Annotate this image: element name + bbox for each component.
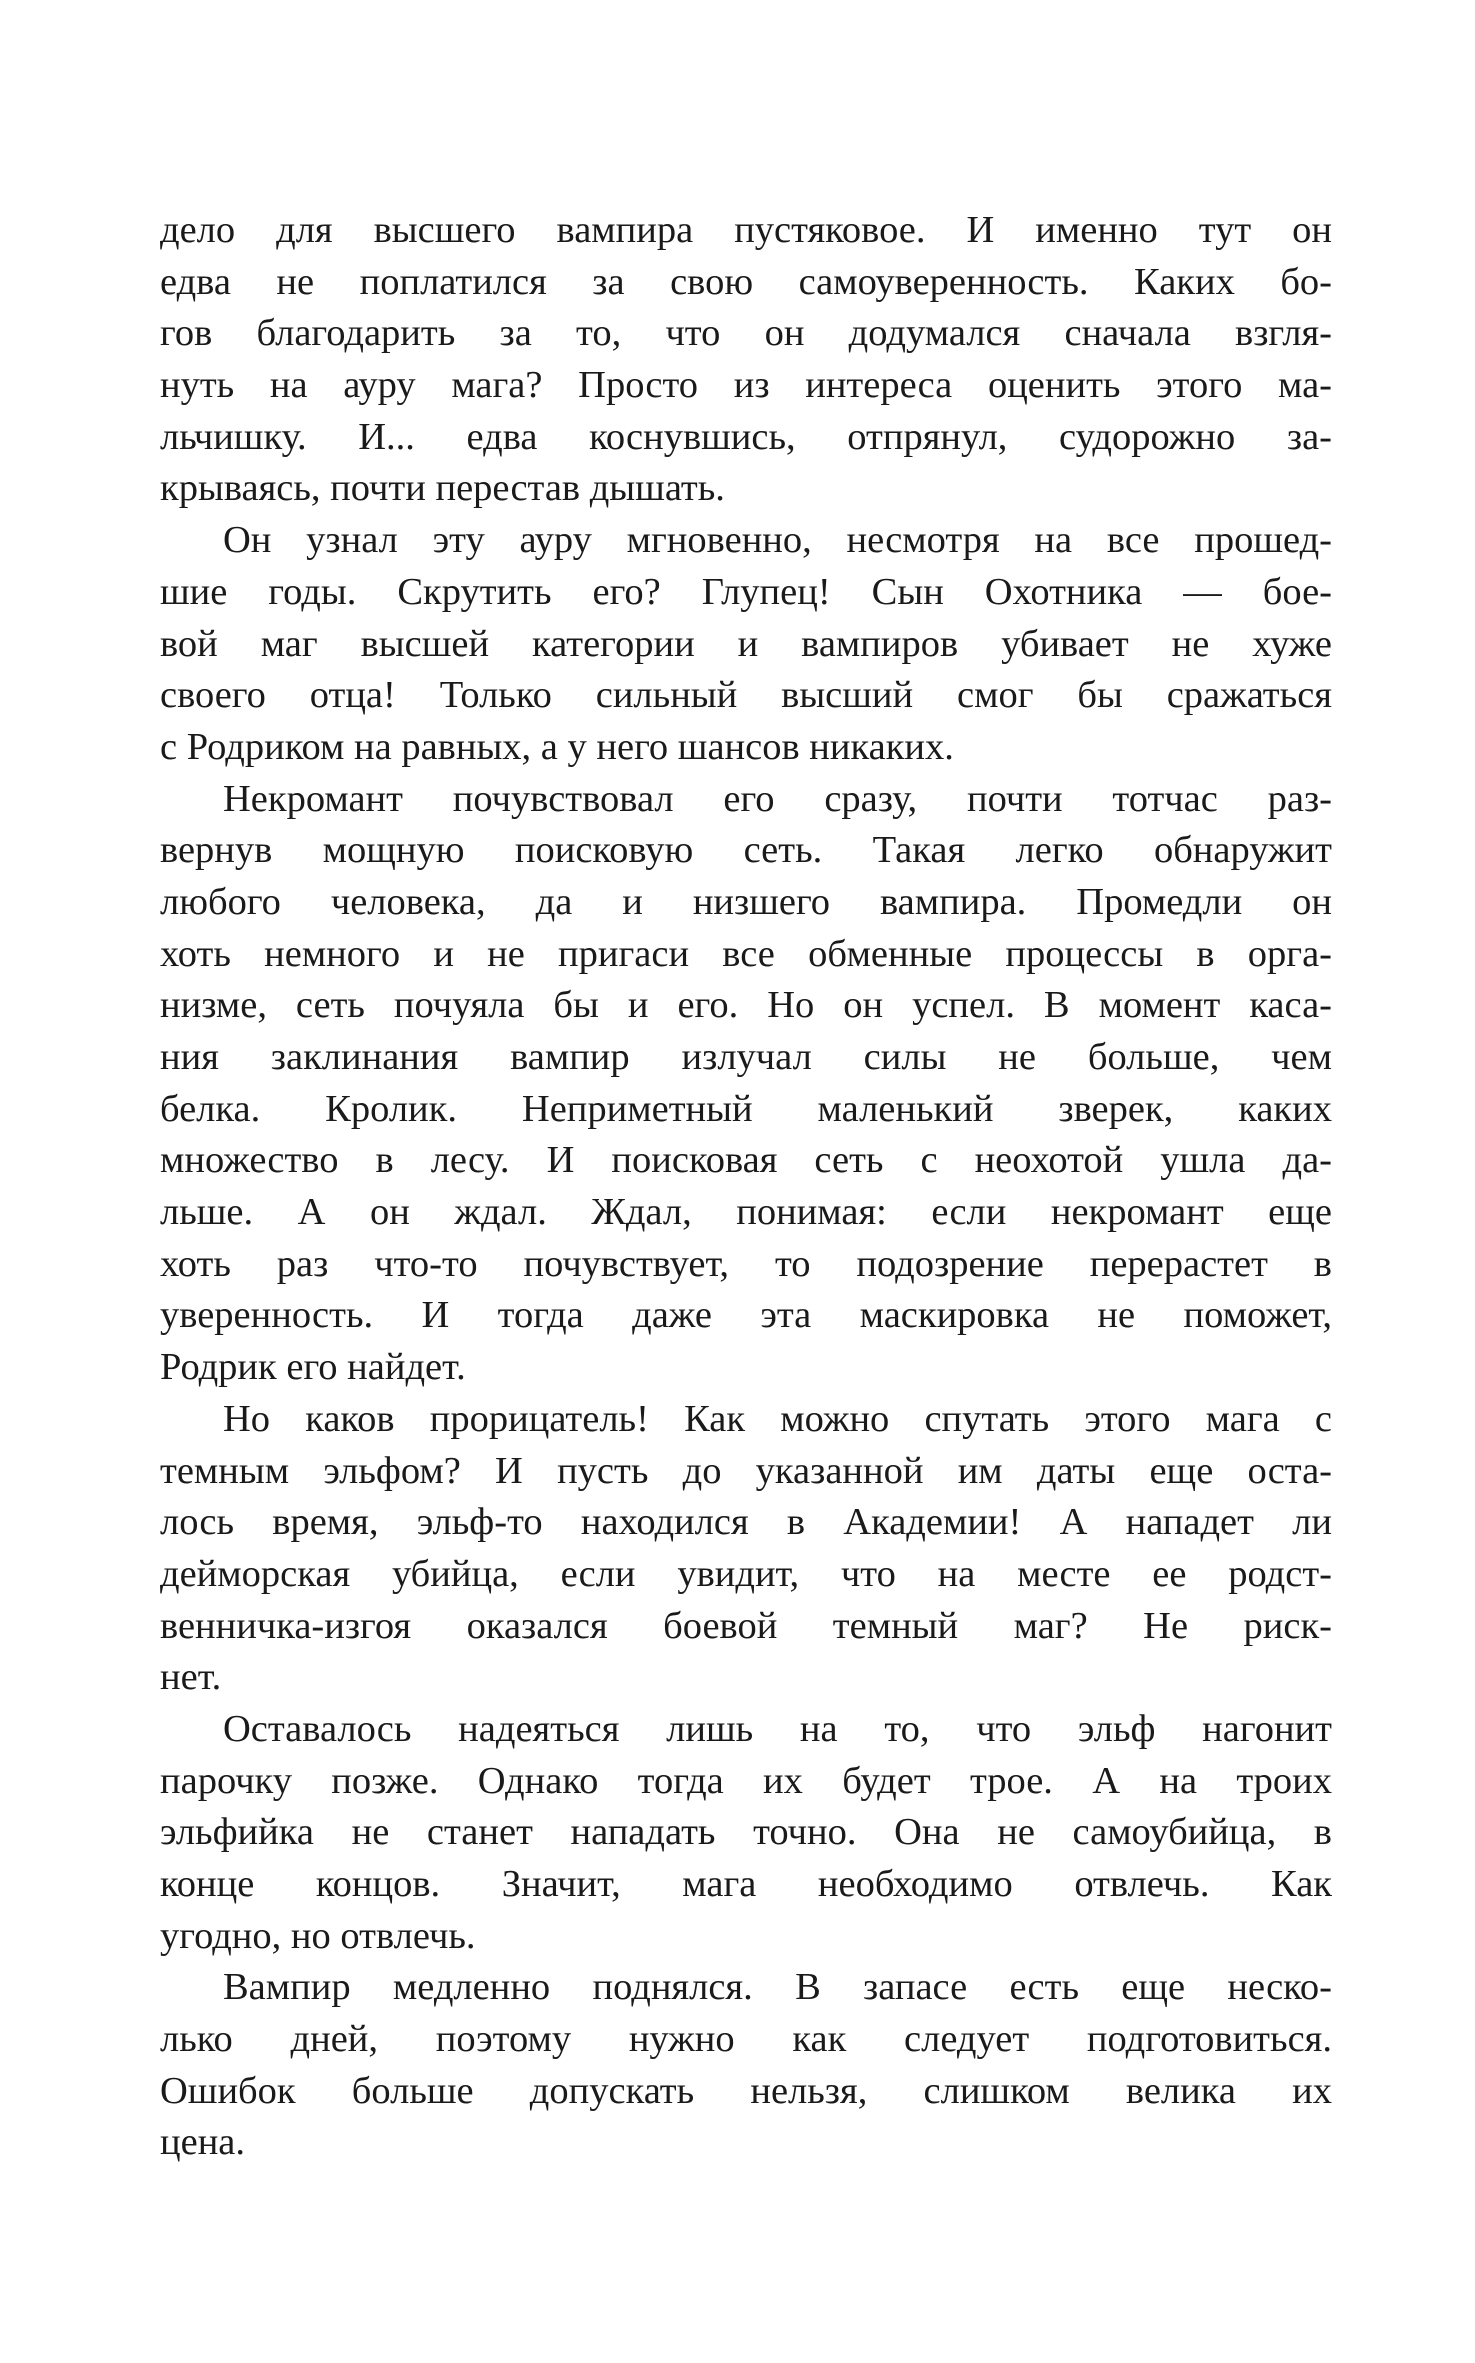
text-line: любого человека, да и низшего вампира. Промедли он [160, 880, 1332, 923]
text-line: Некромант почувствовал его сразу, почти тотчас раз- [223, 777, 1332, 820]
book-page [160, 205, 1332, 2169]
text-line: низме, сеть почуяла бы и его. Но он успел. В момент каса- [160, 984, 1332, 1027]
text-line: льчишку. И... едва коснувшись, отпрянул, судорожно за- [160, 415, 1332, 458]
text-line: дело для высшего вампира пустяковое. И именно тут он [160, 209, 1332, 251]
text-line: вернув мощную поисковую сеть. Такая легко обнаружит [160, 829, 1332, 872]
paragraph-4 [160, 1394, 1332, 1704]
text-line: своего отца! Только сильный высший смог бы сражаться [160, 674, 1332, 717]
text-line: венничка-изгоя оказался боевой темный маг? Не риск- [160, 1604, 1332, 1647]
text-line: Оставалось надеяться лишь на то, что эльф нагонит [223, 1707, 1332, 1750]
text-line: эльфийка не станет нападать точно. Она не самоубийца, в [160, 1811, 1332, 1854]
text-line: Но каков прорицатель! Как можно спутать этого мага с [223, 1397, 1332, 1440]
text-line: конце концов. Значит, мага необходимо отвлечь. Как [160, 1863, 1332, 1905]
text-line: цена. [160, 2121, 246, 2164]
text-line: парочку позже. Однако тогда их будет трое. А на троих [160, 1759, 1332, 1802]
text-line: ния заклинания вампир излучал силы не больше, чем [160, 1036, 1332, 1078]
paragraph-2 [160, 515, 1332, 773]
text-line: белка. Кролик. Неприметный маленький зверек, каких [160, 1087, 1332, 1130]
text-line: лько дней, поэтому нужно как следует подготовиться. [160, 2018, 1332, 2061]
text-line: нет. [160, 1656, 222, 1699]
text-line: Он узнал эту ауру мгновенно, несмотря на все прошед- [223, 519, 1332, 562]
paragraph-1 [160, 205, 1332, 515]
text-line: темным эльфом? И пусть до указанной им даты еще оста- [160, 1449, 1332, 1492]
text-line: уверенность. И тогда даже эта маскировка не поможет, [160, 1294, 1332, 1337]
text-line: едва не поплатился за свою самоуверенность. Каких бо- [160, 260, 1332, 303]
text-line: вой маг высшей категории и вампиров убивает не хуже [160, 622, 1332, 665]
text-line: Вампир медленно поднялся. В запасе есть еще неско- [223, 1966, 1332, 2009]
text-line: хоть немного и не пригаси все обменные процессы в орга- [160, 932, 1332, 975]
text-line: угодно, но отвлечь. [160, 1914, 476, 1957]
text-line: дейморская убийца, если увидит, что на месте ее родст- [160, 1552, 1332, 1595]
text-line: гов благодарить за то, что он додумался сначала взгля- [160, 312, 1332, 355]
text-line: крываясь, почти перестав дышать. [160, 467, 725, 510]
text-line: Родрик его найдет. [160, 1346, 466, 1389]
text-line: шие годы. Скрутить его? Глупец! Сын Охотника — бое- [160, 570, 1332, 613]
paragraph-3 [160, 774, 1332, 1394]
paragraph-6 [160, 1962, 1332, 2169]
text-line: с Родриком на равных, а у него шансов никаких. [160, 725, 954, 768]
text-line: нуть на ауру мага? Просто из интереса оценить этого ма- [160, 364, 1332, 407]
text-line: хоть раз что-то почувствует, то подозрение перерастет в [160, 1242, 1332, 1285]
text-line: множество в лесу. И поисковая сеть с неохотой ушла да- [160, 1139, 1332, 1182]
text-line: льше. А он ждал. Ждал, понимая: если некромант еще [160, 1191, 1332, 1234]
paragraph-5 [160, 1704, 1332, 1962]
text-line: лось время, эльф-то находился в Академии! А нападет ли [160, 1501, 1332, 1544]
text-line: Ошибок больше допускать нельзя, слишком велика их [160, 2069, 1332, 2112]
